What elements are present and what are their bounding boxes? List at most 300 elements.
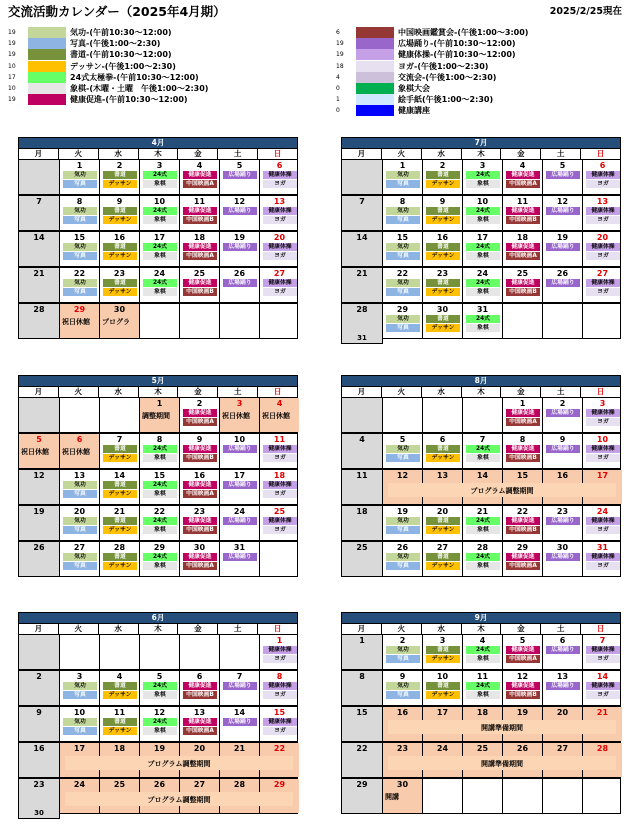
- day-cell: [19, 232, 59, 266]
- weekday-label: 土: [217, 387, 257, 397]
- weekday-label: 日: [257, 149, 297, 159]
- day-cell: [462, 160, 502, 194]
- activity-tag-shashin: 写真: [63, 526, 97, 534]
- day-cell: [99, 268, 139, 302]
- day-number: 5: [399, 435, 406, 444]
- day-cell: [19, 304, 59, 338]
- day-number: 9: [399, 672, 406, 681]
- legend-count: 19: [8, 29, 16, 36]
- week-row: [18, 159, 298, 195]
- week-row: [341, 778, 621, 814]
- day-cell: [59, 542, 99, 576]
- day-number: 9: [196, 435, 203, 444]
- legend-item-etegami: [336, 94, 596, 105]
- legend-swatch: [356, 27, 394, 38]
- day-number: 2: [196, 399, 203, 408]
- legend-swatch: [28, 72, 66, 83]
- activity-tag-hiroba: 広場踊り: [223, 243, 257, 251]
- day-number: 12: [233, 197, 246, 206]
- day-number: 3: [76, 672, 83, 681]
- day-cell: [59, 304, 99, 338]
- day-number: 27: [556, 744, 569, 753]
- weekday-label: 水: [421, 624, 461, 634]
- activity-tag-shashin: 写真: [63, 562, 97, 570]
- activity-tag-shodo: 書道: [103, 207, 137, 215]
- day-cell: [502, 779, 542, 813]
- activity-tag-hiroba: 広場踊り: [546, 445, 580, 453]
- activity-tag-shashin: 写真: [386, 324, 420, 332]
- activity-tag-shodo: 書道: [103, 243, 137, 251]
- activity-tag-shodo: 書道: [103, 279, 137, 287]
- day-number: 27: [193, 780, 206, 789]
- activity-tag-shodo: 書道: [426, 646, 460, 654]
- day-number: 20: [556, 708, 569, 717]
- activity-tag-yoga: ヨガ: [586, 252, 620, 260]
- day-cell: [139, 398, 179, 432]
- activity-tag-dessan: デッサン: [103, 216, 137, 224]
- legend-count: 19: [336, 40, 344, 48]
- weekday-label: 日: [257, 387, 297, 397]
- period-band: [65, 756, 293, 770]
- weekday-label: 土: [217, 149, 257, 159]
- activity-tag-kiko: 気功: [386, 243, 420, 251]
- day-number: 30: [556, 543, 569, 552]
- day-number: 3: [156, 161, 163, 170]
- day-cell: [99, 232, 139, 266]
- weekday-label: 水: [98, 149, 138, 159]
- day-number: 30: [193, 543, 206, 552]
- day-cell: [582, 779, 622, 813]
- weekday-header: [18, 148, 298, 159]
- weekday-label: 金: [177, 149, 217, 159]
- activity-tag-eigaA: 中国映画A: [183, 418, 217, 426]
- activity-tag-kenko: 健康促進: [506, 409, 540, 417]
- day-number: 24: [436, 744, 449, 753]
- activity-tag-dessan: デッサン: [426, 562, 460, 570]
- day-cell: [179, 542, 219, 576]
- activity-tag-shogi: 象棋: [143, 180, 177, 188]
- activity-tag-kenko: 健康促進: [183, 445, 217, 453]
- legend-count: 10: [8, 85, 16, 92]
- activity-tag-24: 24式: [143, 445, 177, 453]
- activity-tag-eigaB: 中国映画B: [183, 288, 217, 296]
- day-note: 祝日休館: [21, 448, 49, 456]
- weekday-label: 水: [98, 624, 138, 634]
- day-cell: [342, 779, 382, 813]
- activity-tag-hiroba: 広場踊り: [546, 279, 580, 287]
- day-number: 14: [596, 672, 609, 681]
- activity-tag-24: 24式: [143, 517, 177, 525]
- extra-day: 31: [341, 333, 383, 344]
- day-number: 21: [113, 507, 126, 516]
- day-number: 25: [356, 543, 368, 552]
- day-number: 30: [396, 780, 409, 789]
- activity-tag-dessan: デッサン: [426, 655, 460, 663]
- day-number: 1: [359, 636, 365, 645]
- weekday-label: 月: [357, 624, 366, 633]
- day-number: 25: [113, 780, 126, 789]
- day-number: 22: [516, 507, 529, 516]
- activity-tag-kenko: 健康促進: [183, 171, 217, 179]
- activity-tag-kenko: 健康促進: [506, 243, 540, 251]
- weekday-label: 木: [461, 149, 501, 159]
- activity-tag-dessan: デッサン: [426, 216, 460, 224]
- day-cell: [179, 196, 219, 230]
- day-cell: [139, 506, 179, 540]
- day-number: 11: [193, 197, 206, 206]
- day-number: 2: [116, 161, 123, 170]
- legend-label: 書道-(午前10:30～12:00): [70, 50, 172, 60]
- day-cell: [542, 398, 582, 432]
- day-cell: [542, 196, 582, 230]
- day-number: 23: [193, 507, 206, 516]
- activity-tag-24: 24式: [466, 243, 500, 251]
- day-number: 22: [73, 269, 86, 278]
- month-header: 8月: [341, 375, 621, 386]
- day-cell: [502, 398, 542, 432]
- day-cell: [582, 506, 622, 540]
- day-cell: [59, 434, 99, 468]
- activity-tag-taiso: 健康体操: [263, 279, 297, 287]
- day-number: 28: [476, 543, 489, 552]
- weekday-label: 金: [177, 624, 217, 634]
- activity-tag-24: 24式: [466, 445, 500, 453]
- day-number: 6: [559, 636, 566, 645]
- day-cell: [342, 542, 382, 576]
- day-number: 3: [479, 161, 486, 170]
- day-number: 9: [36, 708, 42, 717]
- activity-tag-shashin: 写真: [63, 691, 97, 699]
- week-row: [341, 267, 621, 303]
- day-cell: [219, 196, 259, 230]
- weekday-header: [341, 148, 621, 159]
- day-cell: [259, 304, 299, 338]
- day-cell: [139, 707, 179, 741]
- day-cell: [342, 160, 382, 194]
- day-cell: [139, 160, 179, 194]
- day-cell: [99, 506, 139, 540]
- legend-label: ヨガ-(午後1:00～2:30): [398, 61, 489, 71]
- activity-tag-eigaB: 中国映画B: [506, 288, 540, 296]
- legend-swatch: [28, 38, 66, 49]
- day-cell: [422, 268, 462, 302]
- day-cell: [462, 542, 502, 576]
- day-cell: [382, 398, 422, 432]
- day-number: 31: [596, 543, 609, 552]
- day-cell: [502, 232, 542, 266]
- day-cell: [99, 707, 139, 741]
- activity-tag-taiso: 健康体操: [263, 646, 297, 654]
- activity-tag-yoga: ヨガ: [263, 216, 297, 224]
- day-number: 16: [193, 471, 206, 480]
- day-number: 20: [596, 233, 609, 242]
- activity-tag-shashin: 写真: [386, 562, 420, 570]
- day-cell: [139, 232, 179, 266]
- legend-label: 健康体操-(午前10:30～12:00): [398, 50, 516, 60]
- day-number: 27: [436, 543, 449, 552]
- day-number: 13: [436, 471, 449, 480]
- day-cell: [542, 268, 582, 302]
- day-cell: [179, 707, 219, 741]
- day-number: 26: [33, 543, 45, 552]
- activity-tag-shashin: 写真: [63, 216, 97, 224]
- weekday-label: 火: [381, 149, 421, 159]
- activity-tag-hiroba: 広場踊り: [546, 553, 580, 561]
- day-number: 28: [596, 744, 609, 753]
- day-cell: [542, 506, 582, 540]
- day-cell: [502, 542, 542, 576]
- activity-tag-kenko: 健康促進: [506, 646, 540, 654]
- day-note: 祝日休館: [222, 412, 250, 420]
- month-header: 9月: [341, 612, 621, 623]
- activity-tag-24: 24式: [466, 682, 500, 690]
- weekday-label: 日: [580, 624, 620, 634]
- activity-tag-shogi: 象棋: [466, 691, 500, 699]
- day-cell: [422, 506, 462, 540]
- activity-tag-kenko: 健康促進: [183, 553, 217, 561]
- legend-swatch: [28, 61, 66, 72]
- activity-tag-kiko: 気功: [386, 279, 420, 287]
- legend-item-shogi: [8, 83, 268, 94]
- activity-tag-shashin: 写真: [63, 180, 97, 188]
- activity-tag-eigaA: 中国映画A: [506, 418, 540, 426]
- day-cell: [179, 470, 219, 504]
- day-number: 15: [356, 708, 368, 717]
- activity-tag-yoga: ヨガ: [586, 288, 620, 296]
- weekday-label: 水: [421, 149, 461, 159]
- legend-item-yoga: [336, 61, 596, 72]
- day-number: 24: [596, 507, 609, 516]
- day-number: 6: [196, 672, 203, 681]
- activity-tag-eigaA: 中国映画A: [183, 252, 217, 260]
- legend-label: 絵手紙(午後1:00～2:30): [398, 95, 494, 105]
- day-cell: [259, 506, 299, 540]
- day-cell: [179, 434, 219, 468]
- activity-tag-shashin: 写真: [63, 727, 97, 735]
- activity-tag-kiko: 気功: [63, 171, 97, 179]
- day-cell: [179, 398, 219, 432]
- day-cell: [582, 268, 622, 302]
- day-cell: [219, 232, 259, 266]
- day-cell: [342, 671, 382, 705]
- legend-count: 18: [336, 62, 344, 70]
- day-number: 17: [436, 708, 449, 717]
- day-number: 19: [153, 744, 166, 753]
- day-cell: [99, 671, 139, 705]
- day-number: 8: [76, 197, 83, 206]
- day-number: 5: [156, 672, 163, 681]
- day-number: 1: [276, 636, 283, 645]
- day-cell: [99, 304, 139, 338]
- calendar-1: [18, 137, 298, 339]
- week-row: [341, 742, 621, 778]
- activity-tag-shodo: 書道: [103, 445, 137, 453]
- activity-tag-yoga: ヨガ: [586, 691, 620, 699]
- activity-tag-dessan: デッサン: [103, 727, 137, 735]
- day-number: 16: [33, 744, 45, 753]
- extra-day: 30: [18, 808, 60, 819]
- legend-swatch: [356, 94, 394, 105]
- weekday-label: 木: [138, 387, 178, 397]
- weekday-label: 土: [540, 149, 580, 159]
- day-number: 15: [516, 471, 529, 480]
- activity-tag-dessan: デッサン: [426, 324, 460, 332]
- week-row: [18, 267, 298, 303]
- activity-tag-yoga: ヨガ: [263, 252, 297, 260]
- day-number: 17: [233, 471, 246, 480]
- day-number: 7: [479, 435, 486, 444]
- day-cell: [99, 196, 139, 230]
- activity-tag-kiko: 気功: [386, 315, 420, 323]
- day-cell: [462, 398, 502, 432]
- day-cell: [19, 542, 59, 576]
- activity-tag-shogi: 象棋: [466, 562, 500, 570]
- activity-tag-shogi: 象棋: [143, 691, 177, 699]
- day-cell: [582, 542, 622, 576]
- day-cell: [422, 398, 462, 432]
- day-cell: [59, 160, 99, 194]
- activity-tag-eigaB: 中国映画B: [506, 691, 540, 699]
- day-number: 7: [116, 435, 123, 444]
- day-number: 12: [556, 197, 569, 206]
- day-number: 25: [516, 269, 529, 278]
- activity-tag-shodo: 書道: [426, 279, 460, 287]
- day-cell: [179, 268, 219, 302]
- day-cell: [582, 160, 622, 194]
- weekday-label: 月: [34, 624, 43, 633]
- activity-tag-yoga: ヨガ: [586, 562, 620, 570]
- day-number: 26: [556, 269, 569, 278]
- activity-tag-shodo: 書道: [426, 207, 460, 215]
- day-number: 16: [396, 708, 409, 717]
- day-cell: [179, 160, 219, 194]
- day-number: 9: [439, 197, 446, 206]
- day-cell: [382, 506, 422, 540]
- legend-item-kiko: [8, 27, 268, 38]
- activity-tag-kiko: 気功: [63, 481, 97, 489]
- activity-tag-dessan: デッサン: [103, 454, 137, 462]
- legend-swatch: [356, 105, 394, 116]
- activity-tag-kenko: 健康促進: [506, 445, 540, 453]
- legend-item-shashin: [8, 38, 268, 49]
- activity-tag-kiko: 気功: [386, 171, 420, 179]
- weekday-label: 月: [357, 387, 366, 396]
- activity-tag-shogi: 象棋: [143, 288, 177, 296]
- calendar-6: [341, 612, 621, 814]
- day-cell: [259, 470, 299, 504]
- day-number: 15: [273, 708, 286, 717]
- legend-item-24: [8, 72, 268, 83]
- legend-swatch: [356, 72, 394, 83]
- activity-tag-kiko: 気功: [63, 279, 97, 287]
- day-cell: [502, 671, 542, 705]
- activity-tag-eigaA: 中国映画A: [506, 252, 540, 260]
- day-cell: [59, 268, 99, 302]
- legend-item-taiso: [336, 49, 596, 60]
- activity-tag-shogi: 象棋: [143, 562, 177, 570]
- activity-tag-eigaB: 中国映画B: [183, 454, 217, 462]
- day-cell: [382, 232, 422, 266]
- day-cell: [259, 542, 299, 576]
- day-number: 27: [596, 269, 609, 278]
- activity-tag-kiko: 気功: [386, 207, 420, 215]
- calendar-4: [341, 375, 621, 577]
- activity-tag-taiso: 健康体操: [263, 243, 297, 251]
- day-cell: [219, 635, 259, 669]
- day-cell: [382, 196, 422, 230]
- weekday-label: 木: [461, 624, 501, 634]
- day-cell: [422, 232, 462, 266]
- activity-tag-kenko: 健康促進: [183, 682, 217, 690]
- week-row: [341, 303, 621, 339]
- legend-count: 0: [336, 107, 340, 115]
- day-number: 2: [399, 636, 406, 645]
- week-row: [18, 505, 298, 541]
- activity-tag-24: 24式: [143, 171, 177, 179]
- week-row: [18, 742, 298, 778]
- period-band-label: 開講準備期間: [481, 760, 523, 768]
- day-cell: [139, 635, 179, 669]
- activity-tag-hiroba: 広場踊り: [546, 646, 580, 654]
- day-cell: [219, 304, 259, 338]
- day-number: 25: [193, 269, 206, 278]
- week-row: [18, 706, 298, 742]
- weekday-header: [341, 623, 621, 634]
- day-number: 23: [113, 269, 126, 278]
- day-number: 18: [113, 744, 126, 753]
- activity-tag-yoga: ヨガ: [263, 526, 297, 534]
- day-number: 4: [276, 399, 283, 408]
- day-number: 19: [556, 233, 569, 242]
- day-cell: [462, 434, 502, 468]
- activity-tag-24: 24式: [466, 207, 500, 215]
- day-number: 10: [596, 435, 609, 444]
- day-number: 19: [516, 708, 529, 717]
- day-cell: [99, 542, 139, 576]
- weekday-label: 火: [381, 387, 421, 397]
- weekday-label: 水: [421, 387, 461, 397]
- day-cell: [139, 196, 179, 230]
- activity-tag-taiso: 健康体操: [263, 481, 297, 489]
- legend-label: 健康講座: [398, 106, 430, 116]
- legend-swatch: [28, 94, 66, 105]
- legend-item-hiroba: [336, 38, 596, 49]
- week-row: [341, 706, 621, 742]
- day-number: 10: [233, 435, 246, 444]
- day-number: 8: [519, 435, 526, 444]
- day-cell: [259, 635, 299, 669]
- day-cell: [422, 196, 462, 230]
- legend-label: 写真-(午後1:00～2:30): [70, 39, 161, 49]
- activity-tag-yoga: ヨガ: [263, 655, 297, 663]
- weekday-label: 木: [138, 149, 178, 159]
- day-cell: [219, 268, 259, 302]
- legend-swatch: [356, 61, 394, 72]
- period-band-label: プログラム調整期間: [147, 796, 211, 804]
- activity-tag-shogi: 象棋: [143, 454, 177, 462]
- day-cell: [59, 398, 99, 432]
- period-band: [388, 483, 616, 497]
- day-number: 8: [276, 672, 283, 681]
- day-cell: [582, 398, 622, 432]
- day-number: 17: [596, 471, 609, 480]
- activity-tag-shogi: 象棋: [466, 180, 500, 188]
- day-cell: [59, 470, 99, 504]
- day-cell: [462, 506, 502, 540]
- day-number: 11: [113, 708, 126, 717]
- day-number: 7: [236, 672, 243, 681]
- day-number: 3: [599, 399, 606, 408]
